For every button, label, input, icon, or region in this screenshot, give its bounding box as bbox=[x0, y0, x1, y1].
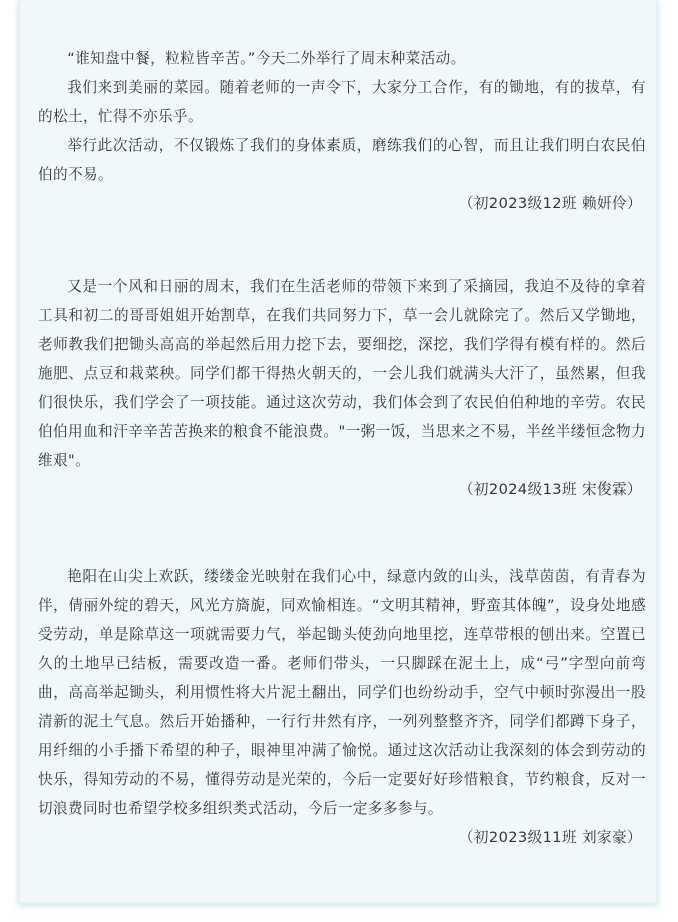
article-1-paragraph-1: “谁知盘中餐，粒粒皆辛苦。”今天二外举行了周末种菜活动。 bbox=[67, 50, 466, 67]
article-2 bbox=[38, 272, 646, 504]
article-3-author: （初2023级11班 刘家豪） bbox=[458, 829, 642, 846]
article-1-paragraph-2: 我们来到美丽的菜园。随着老师的一声令下，大家分工合作，有的锄地，有的拔草，有的松土，忙得不亦乐乎。 bbox=[38, 79, 646, 125]
article-1-paragraph-3: 举行此次活动，不仅锻炼了我们的身体素质，磨练我们的心智，而且让我们明白农民伯伯的不易。 bbox=[38, 137, 646, 183]
article-2-paragraph-1: 又是一个风和日丽的周末，我们在生活老师的带领下来到了采摘园，我迫不及待的拿着工具和初二的哥哥姐姐开始割草，在我们共同努力下，草一会儿就除完了。然后又学锄地，老师教我们把锄头高高的举起然后用力挖下去，要细挖，深挖，我们学得有模有样的。然后施肥、点豆和栽菜秧。同学们都干得热火朝天的，一会儿我们就满头大汗了，虽然累，但我们很快乐，我们学会了一项技能。通过这次劳动，我们体会到了农民伯伯种地的辛劳。农民伯伯用血和汗辛辛苦苦换来的粮食不能浪费。"一粥一饭，当思来之不易，半丝半缕恒念物力维艰"。 bbox=[38, 278, 646, 469]
article-1-author: （初2023级12班 赖妍伶） bbox=[458, 195, 642, 212]
article-2-author: （初2024级13班 宋俊霖） bbox=[458, 481, 642, 498]
article-3 bbox=[38, 562, 646, 852]
article-3-paragraph-1: 艳阳在山尖上欢跃，缕缕金光映射在我们心中，绿意内敛的山头，浅草茵茵，有青春为伴，倩丽外绽的碧天，风光方旖旎，同欢愉相连。“文明其精神，野蛮其体魄”，设身处地感受劳动，单是除草这一项就需要力气，举起锄头使劲向地里挖，连草带根的刨出来。空置已久的土地早已结板，需要改造一番。老师们带头，一只脚踩在泥土上，成“弓”字型向前弯曲，高高举起锄头，利用惯性将大片泥土翻出，同学们也纷纷动手，空气中顿时弥漫出一股清新的泥土气息。然后开始播种，一行行井然有序，一列列整整齐齐，同学们都蹲下身子，用纤细的小手播下希望的种子，眼神里冲满了愉悦。通过这次活动让我深刻的体会到劳动的快乐，得知劳动的不易，懂得劳动是光荣的，今后一定要好好珍惜粮食，节约粮食，反对一切浪费同时也希望学校多组织类式活动，今后一定多多参与。 bbox=[38, 568, 646, 817]
article-1 bbox=[38, 44, 646, 218]
